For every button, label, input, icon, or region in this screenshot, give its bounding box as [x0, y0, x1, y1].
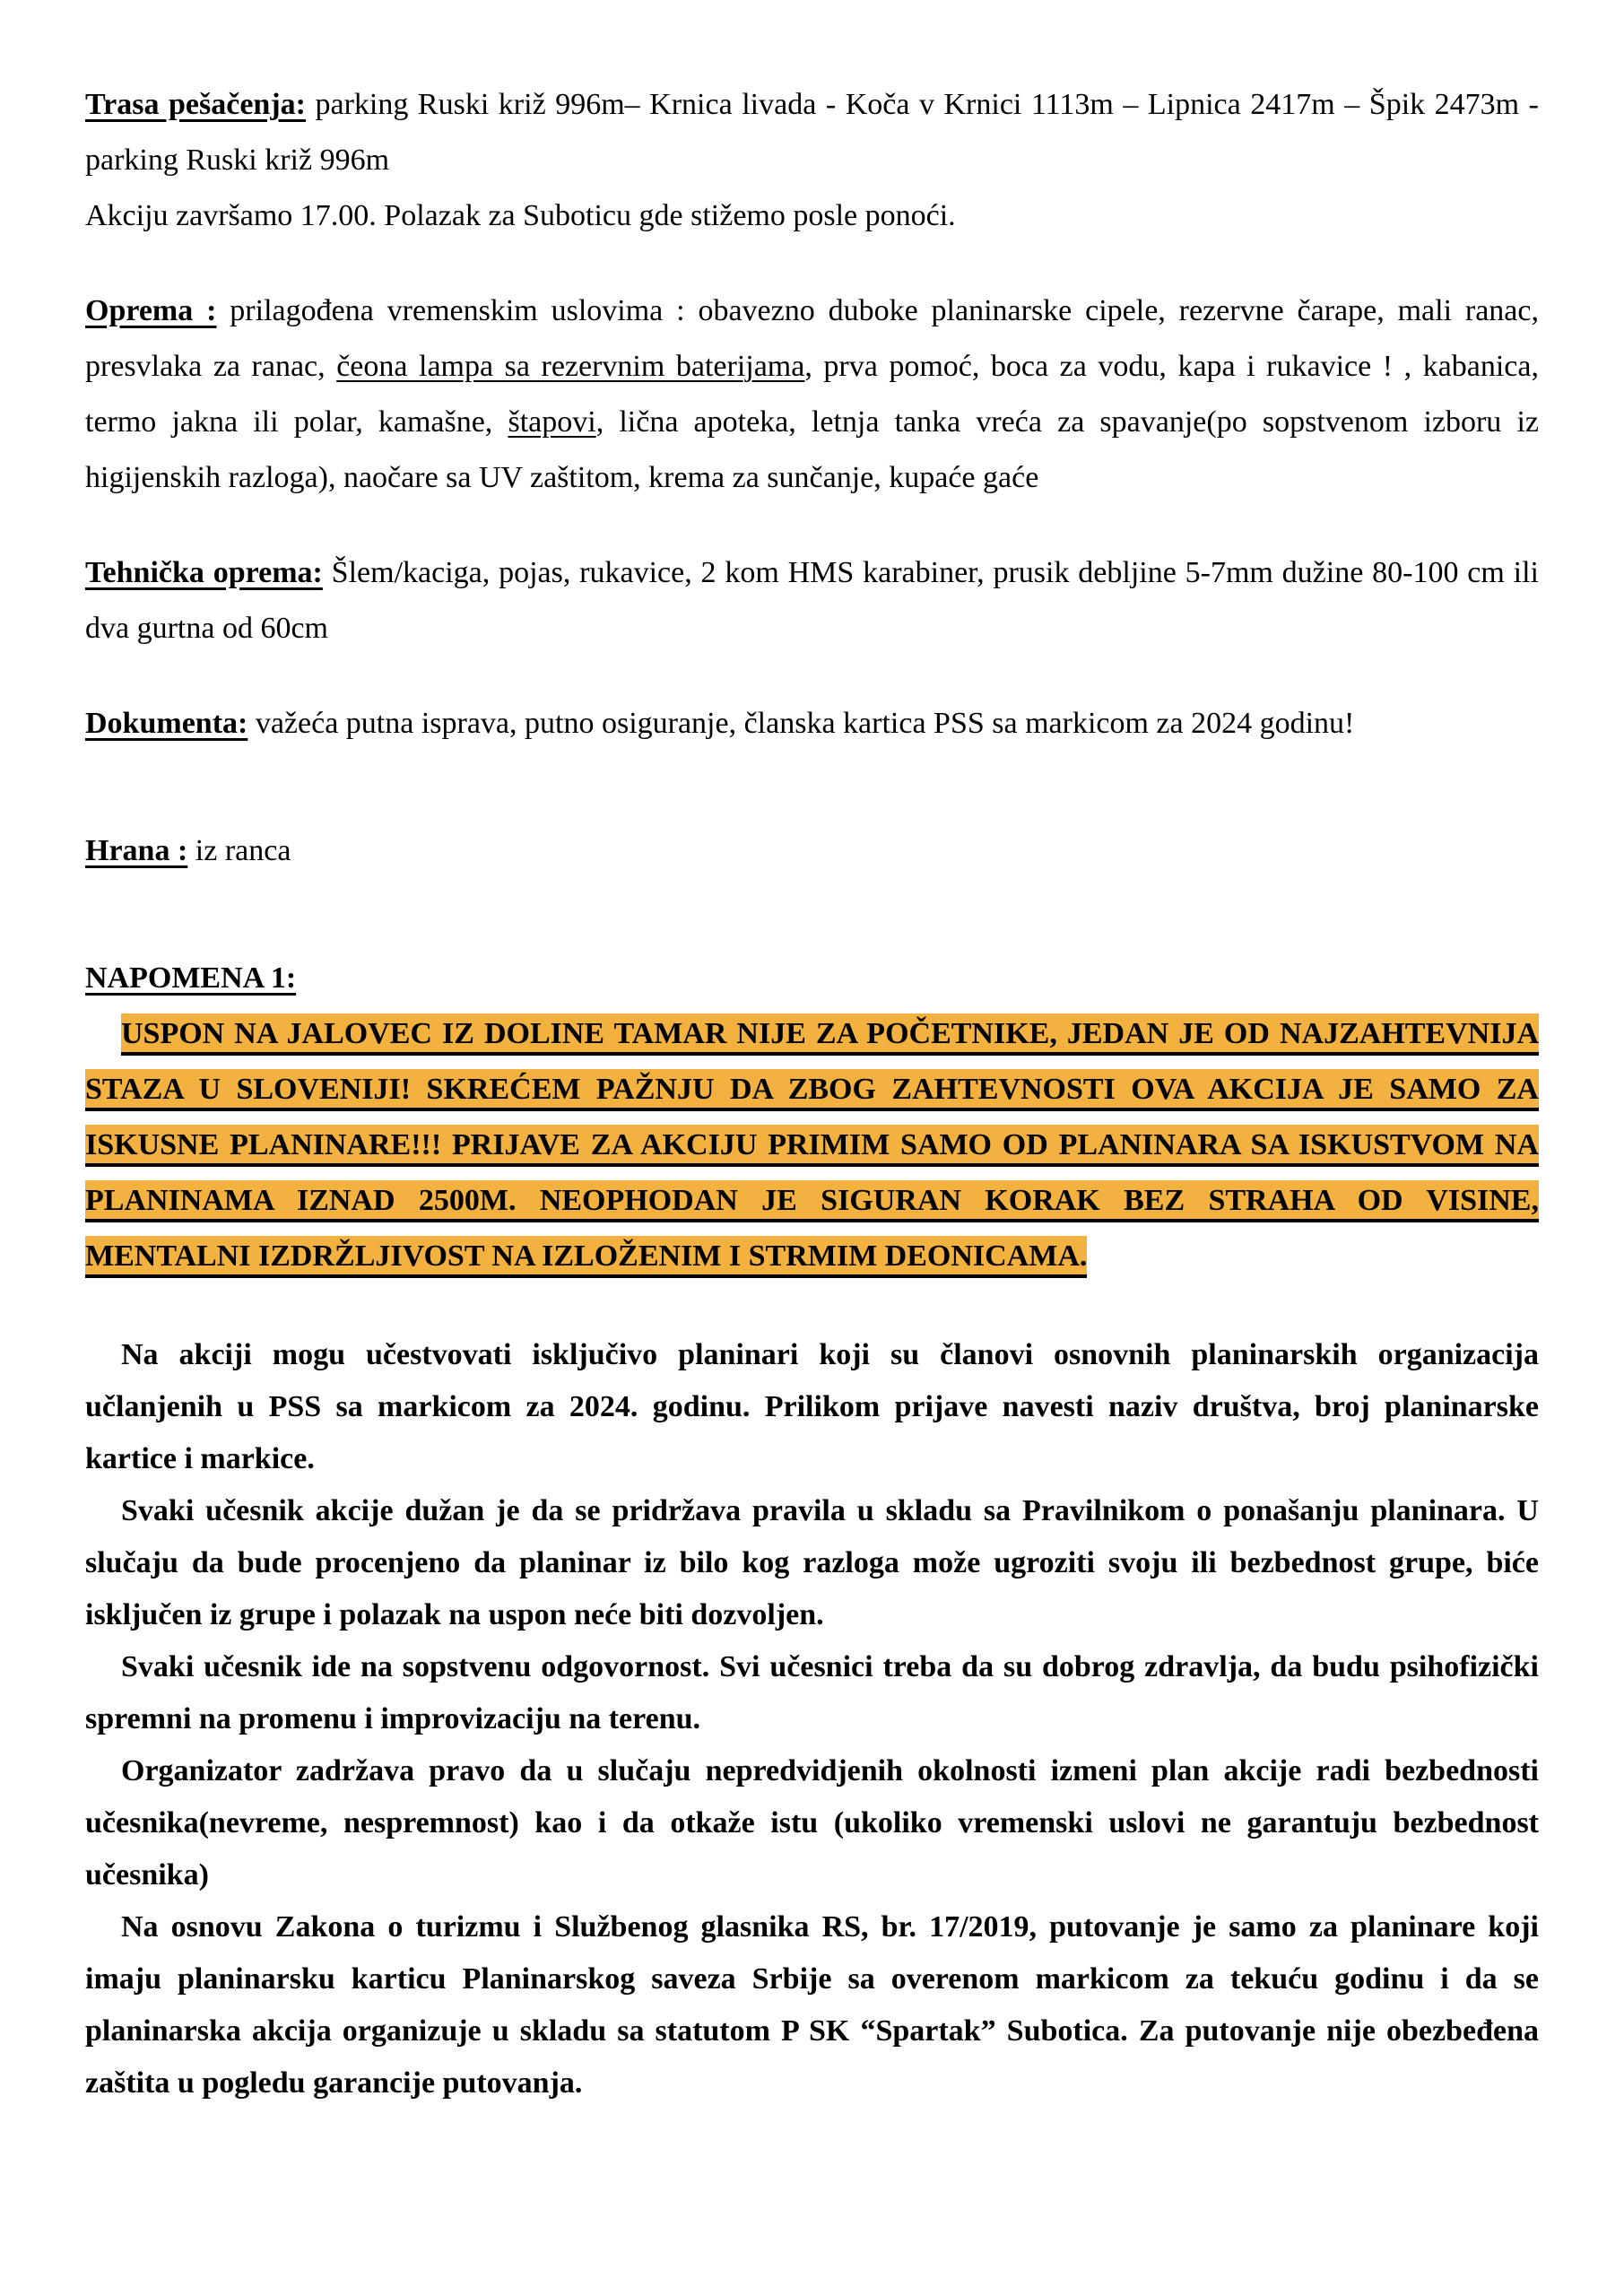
warning-paragraph: [85, 1006, 1539, 1284]
equipment-text-3: , lična apoteka, letnja tanka vreća za spavanje(po sopstvenom izboru iz higijenskih razloga), naočare sa UV zaštitom, krema za sunčanje, kupaće gaće: [85, 405, 1539, 494]
warning-highlighted-text: USPON NA JALOVEC IZ DOLINE TAMAR NIJE ZA POČETNIKE, JEDAN JE OD NAJZAHTEVNIJA STAZA U SLOVENIJI! SKREĆEM PAŽNJU DA ZBOG ZAHTEVNOSTI OVA AKCIJA JE SAMO ZA ISKUSNE PLANINARE!!! PRIJAVE ZA AKCIJU PRIMIM SAMO OD PLANINARA SA ISKUSTVOM NA PLANINAMA IZNAD 2500M. NEOPHODAN JE SIGURAN KORAK BEZ STRAHA OD VISINE, MENTALNI IZDRŽLJIVOST NA IZLOŽENIM I STRMIM DEONICAMA.: [85, 1013, 1539, 1278]
technical-equipment-label: Tehnička oprema:: [85, 556, 323, 589]
route-paragraph: [85, 77, 1539, 188]
route-text: parking Ruski križ 996m– Krnica livada - Koča v Krnici 1113m – Lipnica 2417m – Špik 2473m - parking Ruski križ 996m: [85, 88, 1539, 177]
route-label: Trasa pešačenja:: [85, 88, 306, 121]
equipment-text-2: , prva pomoć, boca za vodu, kapa i rukavice ! , kabanica, termo jakna ili polar, kamašne,: [85, 350, 1539, 439]
poles-underlined-text: štapovi: [508, 405, 596, 439]
documents-text: važeća putna isprava, putno osiguranje, članska kartica PSS sa markicom za 2024 godinu!: [248, 707, 1355, 740]
rules-paragraph-3: Svaki učesnik ide na sopstvenu odgovornost. Svi učesnici treba da su dobrog zdravlja, da budu psihofizički spremni na promenu i improvizaciju na terenu.: [85, 1650, 1539, 1735]
finish-time-paragraph: Akciju završamo 17.00. Polazak za Suboticu gde stižemo posle ponoći.: [85, 199, 956, 232]
note-heading: [85, 951, 1539, 1006]
note-label: NAPOMENA 1:: [85, 961, 297, 995]
documents-label: Dokumenta:: [85, 707, 248, 740]
documents-paragraph: [85, 696, 1539, 752]
food-text: iz ranca: [187, 834, 291, 867]
headlamp-underlined-text: čeona lampa sa rezervnim baterijama: [336, 350, 805, 383]
food-paragraph: [85, 823, 1539, 879]
rules-block: [85, 1329, 1539, 2109]
rules-paragraph-2: Svaki učesnik akcije dužan je da se pridržava pravila u skladu sa Pravilnikom o ponašanju planinara. U slučaju da bude procenjeno da planinar iz bilo kog razloga može ugroziti svoju ili bezbednost grupe, biće isključen iz grupe i polazak na uspon neće biti dozvoljen.: [85, 1494, 1539, 1631]
equipment-text-1: prilagođena vremenskim uslovima : obavezno duboke planinarske cipele, rezervne čarape, mali ranac, presvlaka za ranac,: [85, 294, 1539, 383]
rules-paragraph-5: Na osnovu Zakona o turizmu i Službenog glasnika RS, br. 17/2019, putovanje je samo za planinare koji imaju planinarsku karticu Planinarskog saveza Srbije sa overenom markicom za tekuću godinu i da se planinarska akcija organizuje u skladu sa statutom P SK “Spartak” Subotica. Za putovanje nije obezbeđena zaštita u pogledu garancije putovanja.: [85, 1910, 1539, 2100]
equipment-paragraph: [85, 283, 1539, 506]
food-label: Hrana :: [85, 834, 188, 867]
equipment-label: Oprema :: [85, 294, 217, 327]
technical-equipment-text: Šlem/kaciga, pojas, rukavice, 2 kom HMS karabiner, prusik debljine 5-7mm dužine 80-100 cm ili dva gurtna od 60cm: [85, 556, 1539, 645]
rules-paragraph-4: Organizator zadržava pravo da u slučaju nepredvidjenih okolnosti izmeni plan akcije radi bezbednosti učesnika(nevreme, nespremnost) kao i da otkaže istu (ukoliko vremenski uslovi ne garantuju bezbednost učesnika): [85, 1754, 1539, 1892]
technical-equipment-paragraph: [85, 545, 1539, 657]
rules-paragraph-1: Na akciji mogu učestvovati isključivo planinari koji su članovi osnovnih planinarskih organizacija učlanjenih u PSS sa markicom za 2024. godinu. Prilikom prijave navesti naziv društva, broj planinarske kartice i markice.: [85, 1338, 1539, 1475]
